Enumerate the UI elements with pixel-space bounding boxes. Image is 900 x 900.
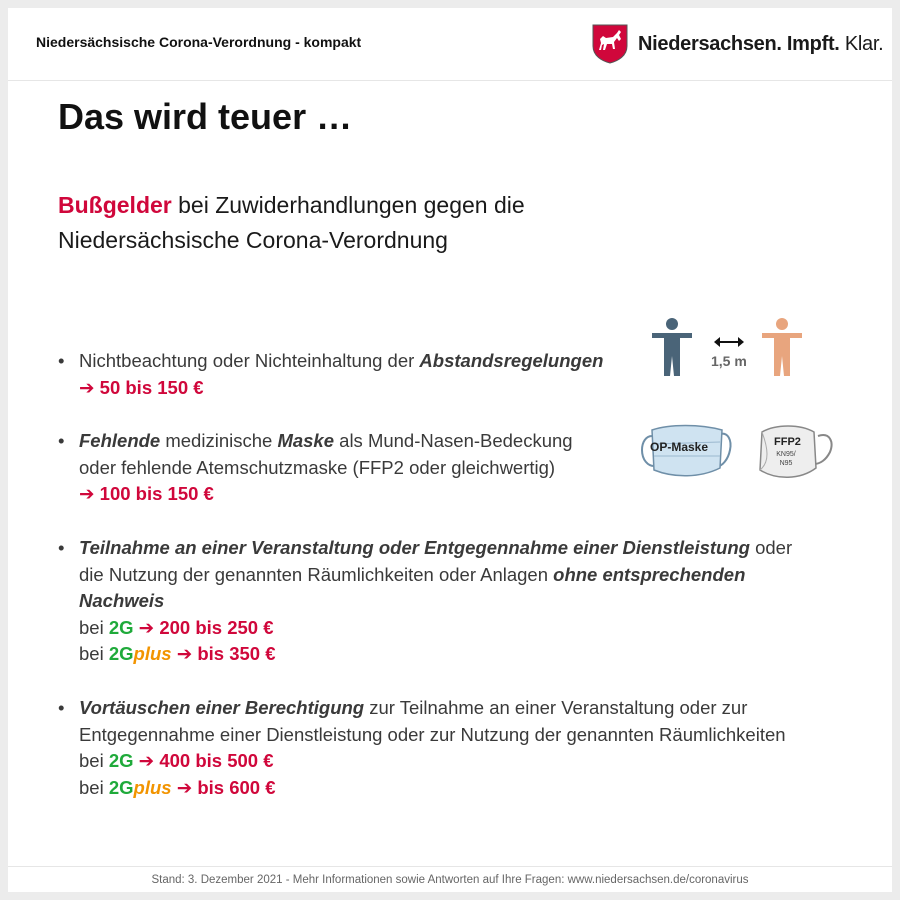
ffp2-label: FFP2 — [774, 436, 801, 448]
item-text: bei — [79, 616, 109, 638]
footer: Stand: 3. Dezember 2021 - Mehr Informationen sowie Antworten auf Ihre Fragen: www.niedersachsen.de/coronavirus — [151, 874, 749, 886]
item-text: bei — [79, 750, 109, 771]
item-text: Entgegennahme einer Dienstleistung oder zur Nutzung der genannten Räumlichkeiten — [79, 723, 786, 745]
bullet-icon: • — [58, 537, 65, 558]
bullet-icon: • — [58, 430, 65, 451]
fine-amount: 50 bis 150 € — [99, 376, 204, 398]
logo-word-2: Impft. — [786, 33, 840, 55]
ffp2-sub-label: KN95/ N95 — [776, 451, 796, 467]
fine-item-mask — [58, 428, 573, 508]
label-plus: plus — [133, 643, 172, 664]
arrow-right-icon: ➔ — [138, 616, 155, 638]
arrow-right-icon: ➔ — [176, 776, 193, 798]
item-bold: Maske — [277, 430, 335, 451]
label-2g: 2G — [108, 616, 134, 638]
header — [8, 8, 892, 81]
logo-word-1: Niedersachsen. — [638, 33, 782, 55]
item-text: medizinische — [160, 430, 278, 451]
person-skin-icon — [760, 316, 804, 378]
item-text: die Nutzung der genannten Räumlichkeiten oder Anlagen — [79, 563, 554, 585]
fine-amount: 400 bis 500 € — [159, 750, 274, 771]
item-text: Nichtbeachtung oder Nichteinhaltung der — [79, 350, 420, 371]
bullet-icon: • — [58, 350, 65, 371]
person-blue-icon — [650, 316, 694, 378]
label-2g: 2G — [108, 750, 134, 771]
logo-word-3: Klar. — [844, 33, 884, 55]
footer-divider — [8, 866, 892, 867]
item-text: oder — [749, 537, 793, 558]
horse-shield-icon — [592, 24, 628, 64]
item-bold: Vortäuschen einer Berechtigung — [79, 697, 365, 718]
item-text: zur Teilnahme an einer Veranstaltung oder zur — [364, 697, 748, 718]
item-bold: ohne entsprechenden — [553, 563, 746, 585]
subtitle-highlight: Bußgelder — [58, 192, 172, 218]
fine-item-event — [58, 535, 792, 668]
item-bold: Nachweis — [79, 590, 165, 611]
page-title: Das wird teuer … — [58, 96, 353, 137]
fine-amount: bis 600 € — [197, 776, 276, 798]
item-bold: Teilnahme an einer Veranstaltung oder Entgegennahme einer Dienstleistung — [79, 537, 750, 558]
subtitle-line1: bei Zuwiderhandlungen gegen die — [171, 192, 525, 218]
arrow-right-icon: ➔ — [79, 483, 95, 504]
fine-amount: 100 bis 150 € — [99, 483, 214, 504]
subtitle — [58, 188, 778, 258]
item-text: oder fehlende Atemschutzmaske (FFP2 oder gleichwertig) — [79, 456, 556, 478]
fine-amount: 200 bis 250 € — [159, 616, 274, 638]
fine-item-distance — [58, 348, 603, 401]
fine-item-fake — [58, 695, 786, 801]
arrow-right-icon: ➔ — [79, 376, 95, 398]
item-text: bei — [79, 776, 109, 798]
item-text: als Mund-Nasen-Bedeckung — [334, 430, 573, 451]
double-arrow-icon — [714, 336, 744, 348]
distance-label: 1,5 m — [711, 353, 747, 369]
item-bold: Abstandsregelungen — [419, 350, 604, 371]
header-title: Niedersächsische Corona-Verordnung - kompakt — [36, 34, 362, 50]
label-plus: plus — [133, 776, 172, 798]
label-2g: 2G — [108, 643, 134, 664]
arrow-right-icon: ➔ — [176, 643, 193, 664]
slide — [8, 8, 892, 892]
op-mask-label: OP-Maske — [650, 440, 709, 454]
label-2g: 2G — [108, 776, 134, 798]
subtitle-line2: Niedersächsische Corona-Verordnung — [58, 227, 448, 253]
fine-amount: bis 350 € — [197, 643, 276, 664]
item-bold: Fehlende — [79, 430, 161, 451]
bullet-icon: • — [58, 697, 65, 718]
logo-text — [638, 33, 883, 56]
item-text: bei — [79, 643, 109, 664]
arrow-right-icon: ➔ — [138, 750, 155, 771]
